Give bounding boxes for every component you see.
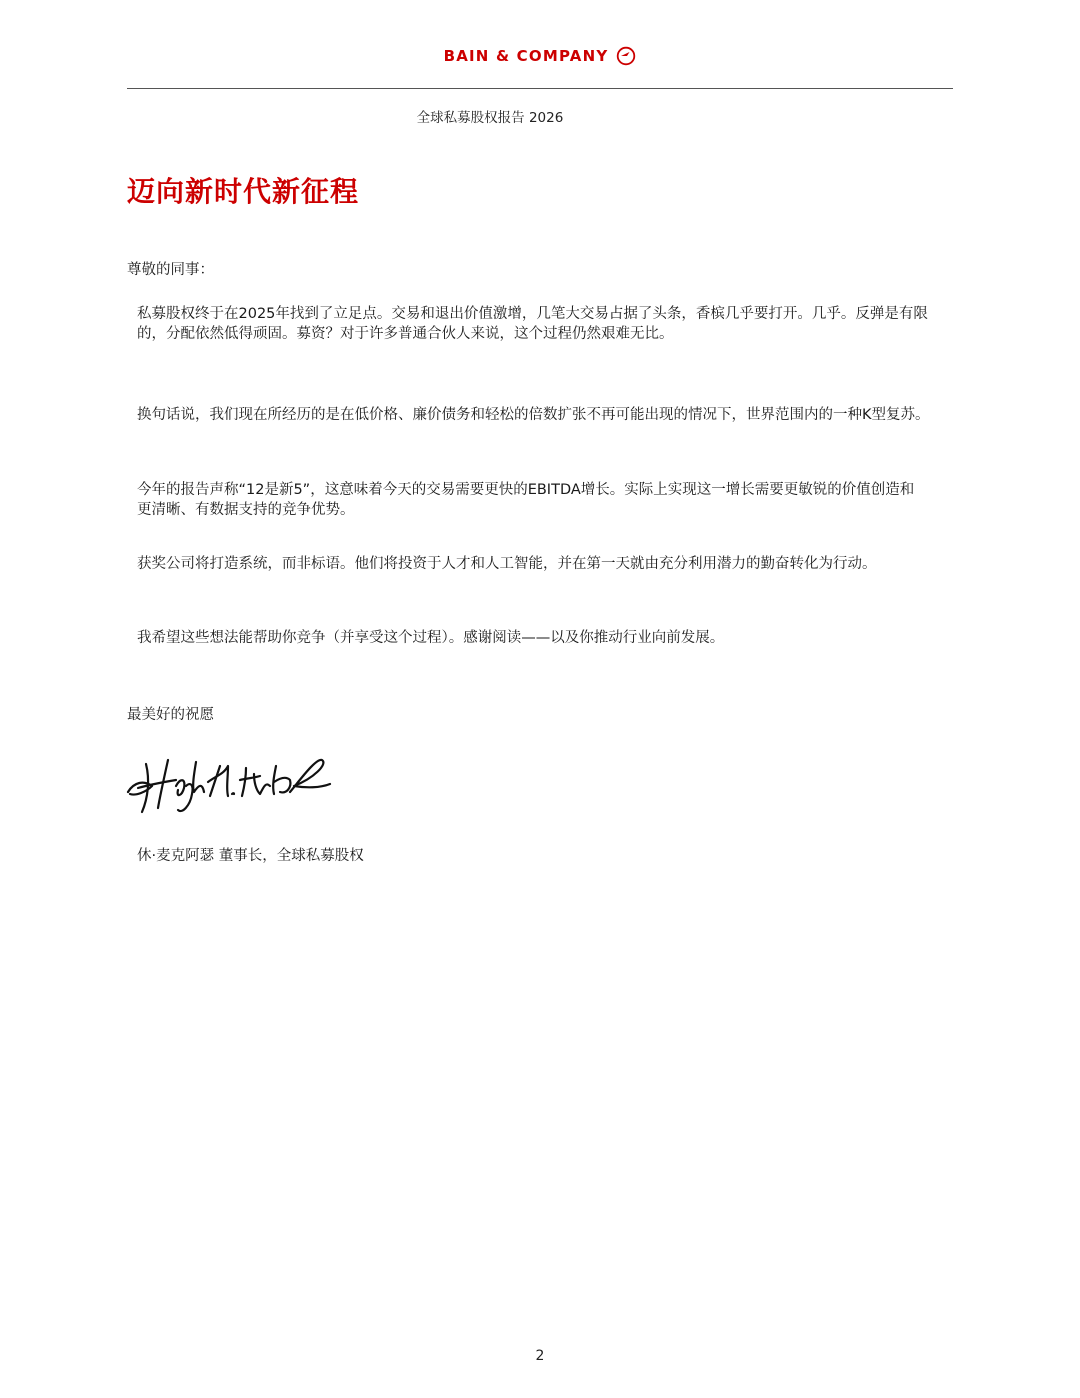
salutation: 尊敬的同事： (127, 262, 214, 278)
brand-logo (0, 46, 1080, 66)
paragraph: 私募股权终于在2025年找到了立足点。交易和退出价值激增，几笔大交易占据了头条，香槟几乎要打开。几乎。反弹是有限的，分配依然低得顽固。募资？对于许多普通合伙人来说，这个过程仍然艰难无比。 (137, 306, 928, 342)
handwritten-signature (124, 752, 334, 818)
page-number: 2 (535, 1348, 545, 1364)
report-label: 全球私募股权报告 2026 (416, 110, 564, 126)
closing-line: 最美好的祝愿 (127, 707, 214, 723)
paragraph: 获奖公司将打造系统，而非标语。他们将投资于人才和人工智能，并在第一天就由充分利用潜力的勤奋转化为行动。 (137, 556, 877, 572)
bain-compass-icon (616, 46, 636, 66)
signer-name-title: 休·麦克阿瑟 董事长，全球私募股权 (137, 848, 364, 864)
page-title: 迈向新时代新征程 (127, 175, 360, 208)
paragraph: 我希望这些想法能帮助你竞争（并享受这个过程）。感谢阅读——以及你推动行业向前发展。 (137, 630, 725, 646)
brand-name: BAIN & COMPANY (443, 47, 609, 65)
header-divider (127, 88, 953, 89)
paragraph: 今年的报告声称“12是新5”，这意味着今天的交易需要更快的EBITDA增长。实际上实现这一增长需要更敏锐的价值创造和更清晰、有数据支持的竞争优势。 (137, 482, 915, 518)
paragraph: 换句话说，我们现在所经历的是在低价格、廉价债务和轻松的倍数扩张不再可能出现的情况下，世界范围内的一种K型复苏。 (137, 407, 930, 423)
